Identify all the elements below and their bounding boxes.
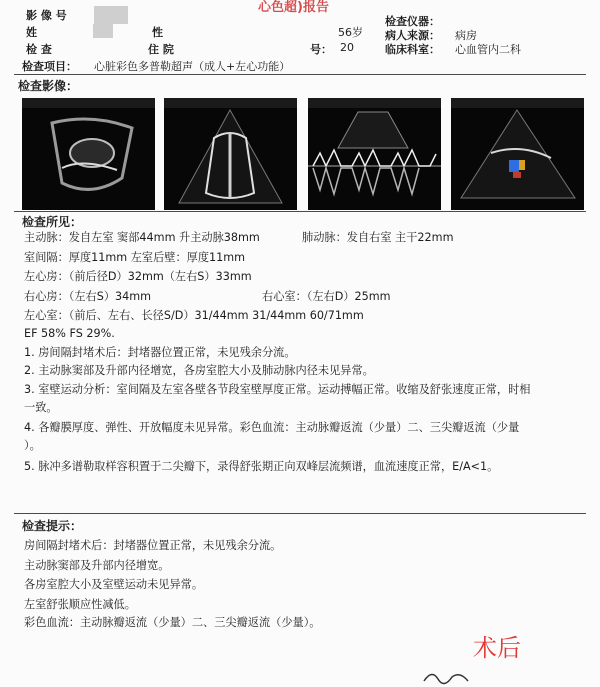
patient-source-value: 病房 <box>455 29 477 42</box>
patient-source-label: 病人来源： <box>385 29 440 42</box>
echo-doppler-image <box>308 98 441 210</box>
aorta-text: 主动脉：发自左室 窦部44mm 升主动脉38mm <box>24 231 260 244</box>
conclusion-line-3: 各房室腔大小及室壁运动未见异常。 <box>24 578 204 591</box>
images-section-title: 检查影像： <box>18 79 79 93</box>
echo-image-1 <box>22 98 155 210</box>
redacted-image-no <box>94 6 128 24</box>
finding-item-1: 1. 房间隔封堵术后：封堵器位置正常，未见残余分流。 <box>24 346 296 359</box>
bed-label: 号： <box>310 43 332 56</box>
sex-label: 性 <box>152 26 163 39</box>
hospital-label: 住 院 <box>148 43 174 56</box>
exam-device-label: 检查仪器： <box>385 15 440 28</box>
age-value: 56岁 <box>338 26 363 39</box>
bed-number: 20 <box>340 41 354 54</box>
left-ventricle-text: 左心室：（前后、左右、长径S/D）31/44mm 31/44mm 60/71mm <box>24 309 364 322</box>
finding-item-4-cont: ）。 <box>24 439 41 452</box>
department-value: 心血管内二科 <box>455 43 521 56</box>
finding-item-4: 4. 各瓣膜厚度、弹性、开放幅度未见异常。彩色血流：主动脉瓣返流（少量）二、三尖瓣返流（少量 <box>24 421 520 434</box>
divider <box>14 211 586 212</box>
image-no-label: 影 像 号 <box>26 9 67 22</box>
right-atrium-text: 右心房：（左右S）34mm <box>24 290 152 303</box>
pulmonary-text: 肺动脉：发自右室 主干22mm <box>302 231 454 244</box>
exam-item-label: 检查项目： <box>22 60 77 73</box>
conclusion-line-2: 主动脉窦部及升部内径增宽。 <box>24 559 170 572</box>
finding-item-3-cont: 一致。 <box>24 401 58 414</box>
divider <box>14 74 586 75</box>
conclusion-title: 检查提示： <box>22 519 83 533</box>
report-title: 心色超)报告 <box>258 0 329 15</box>
left-atrium-text: 左心房：（前后径D）32mm（左右S）33mm <box>24 270 252 283</box>
finding-item-5: 5. 脉冲多谱勒取样容积置于二尖瓣下，录得舒张期正向双峰层流频谱，血流速度正常，E/A<1。 <box>24 460 499 473</box>
echo-image-2 <box>164 98 297 210</box>
echo-color-image <box>451 98 584 210</box>
right-ventricle-text: 右心室：（左右D）25mm <box>262 290 391 303</box>
ef-fs-text: EF 58% FS 29%. <box>24 327 115 340</box>
finding-item-2: 2. 主动脉窦部及升部内径增宽，各房室腔大小及肺动脉内径未见异常。 <box>24 364 374 377</box>
exam-item-value: 心脏彩色多普勒超声（成人+左心功能） <box>94 60 291 73</box>
name-label: 姓 <box>26 26 37 39</box>
findings-title: 检查所见： <box>22 215 83 229</box>
exam-label: 检 查 <box>26 43 52 56</box>
redacted-name <box>93 24 113 38</box>
divider <box>14 513 586 514</box>
septum-text: 室间隔：厚度11mm 左室后壁：厚度11mm <box>24 251 246 264</box>
postop-annotation: 术后 <box>473 634 521 662</box>
signature <box>420 667 480 687</box>
finding-item-3: 3. 室壁运动分析：室间隔及左室各壁各节段室壁厚度正常。运动搏幅正常。收缩及舒张速度正常，时相 <box>24 383 531 396</box>
conclusion-line-1: 房间隔封堵术后：封堵器位置正常，未见残余分流。 <box>24 539 282 552</box>
department-label: 临床科室： <box>385 43 440 56</box>
conclusion-line-5: 彩色血流：主动脉瓣返流（少量）二、三尖瓣返流（少量）。 <box>24 616 321 629</box>
conclusion-line-4: 左室舒张顺应性减低。 <box>24 598 136 611</box>
